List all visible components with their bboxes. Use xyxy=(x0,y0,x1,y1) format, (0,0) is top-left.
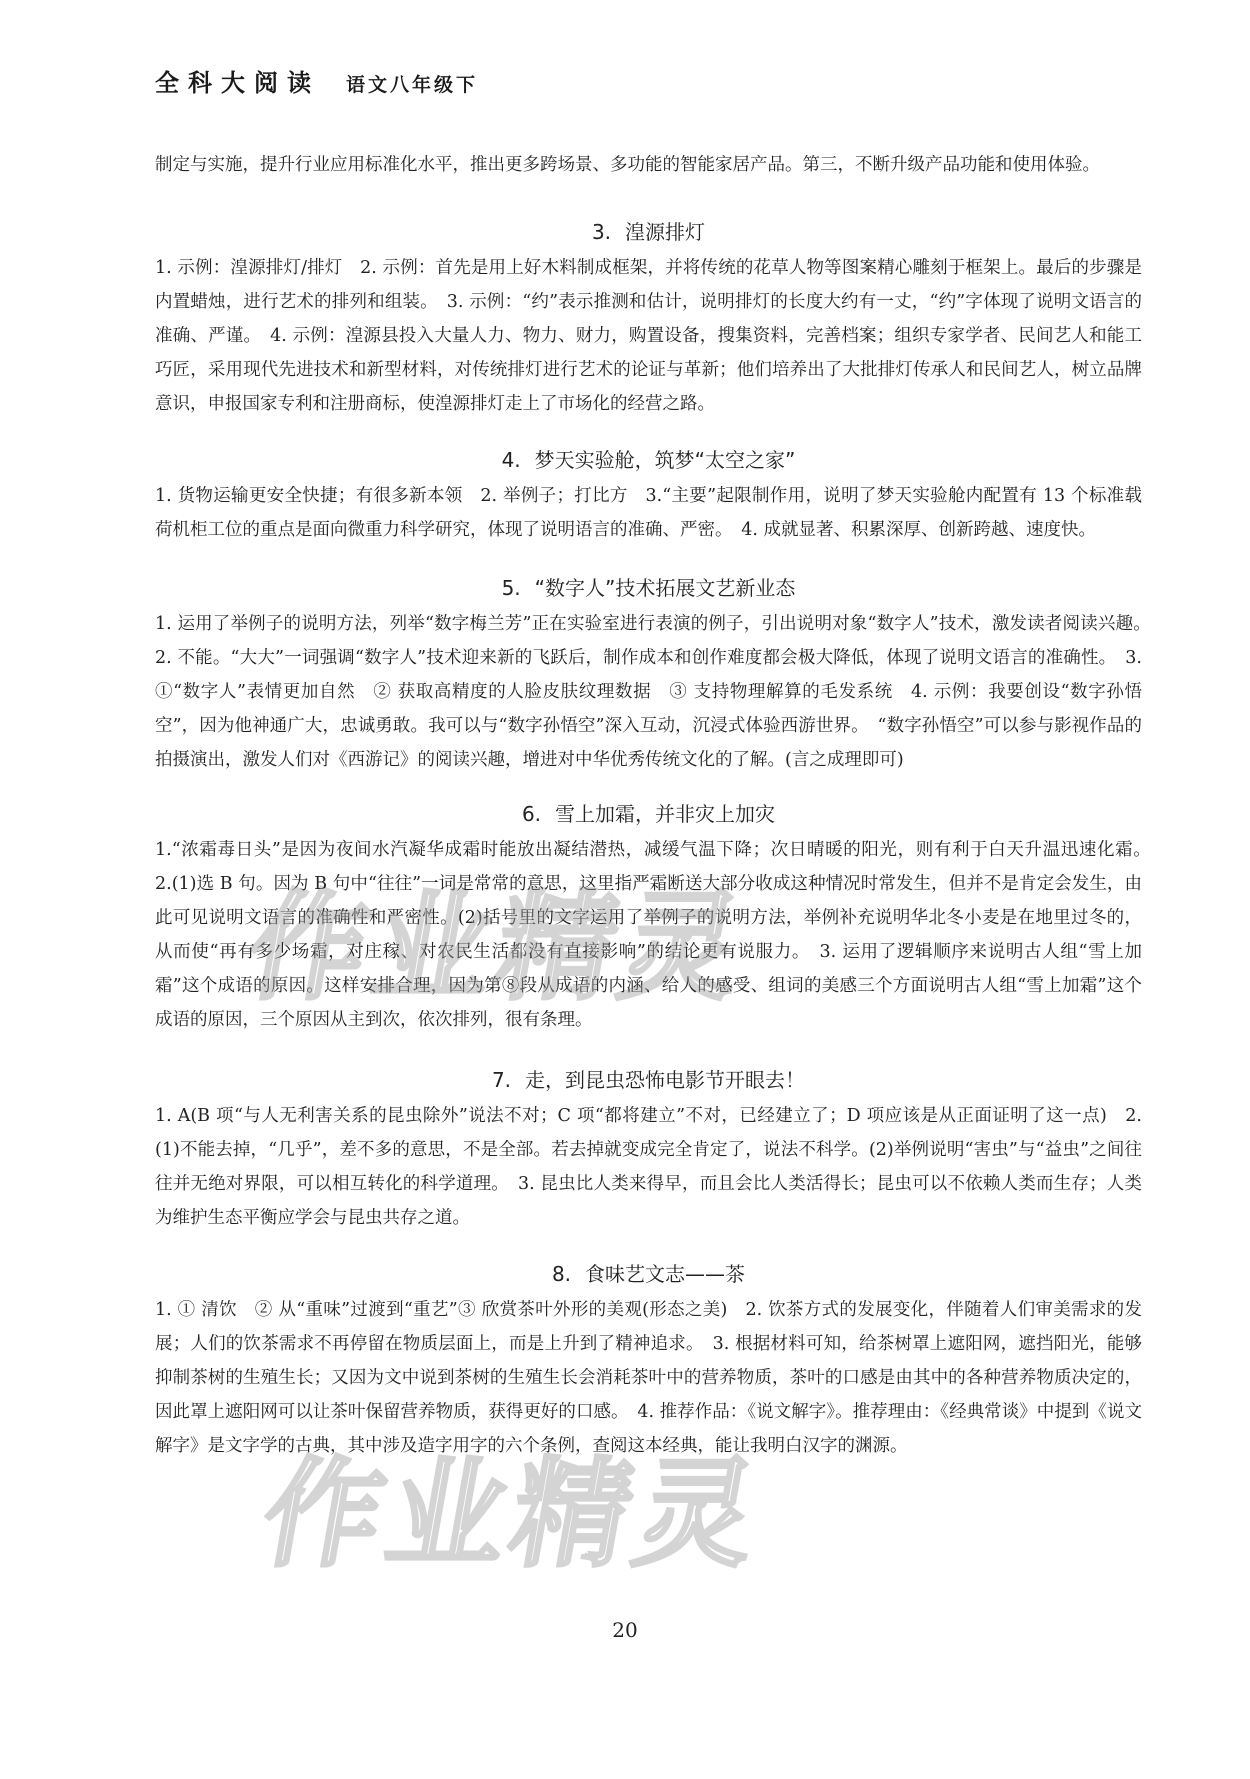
watermark-char: 灵 xyxy=(609,878,753,1016)
section-8 xyxy=(155,1255,1142,1463)
page-header xyxy=(155,63,478,98)
section-title: 走，到昆虫恐怖电影节开眼去！ xyxy=(525,1068,806,1092)
section-number: 5. xyxy=(501,576,521,600)
section-heading xyxy=(155,213,1142,251)
section-answer-text: 1. A(B 项“与人无利害关系的昆虫除外”说法不对；C 项“都将建立”不对，已经建立了；D 项应该是从正面证明了这一点) 2.(1)不能去掉，“几乎”，差不多的意思，不是全部。若去掉就变成完全肯定了，说法不科学。(2)举例说明“害虫”与“益虫”之间往往并无绝对界限，可以相互转化的科学道理。 3. 昆虫比人类来得早，而且会比人类活得长；昆虫可以不依赖人类而生存；人类为维护生态平衡应学会与昆虫共存之道。 xyxy=(155,1106,1142,1228)
section-title: 湟源排灯 xyxy=(625,220,706,244)
section-6 xyxy=(155,795,1160,1037)
watermark-char: 业 xyxy=(376,1445,520,1583)
section-heading xyxy=(155,1255,1142,1293)
watermark-char: 作 xyxy=(237,878,381,1016)
book-subject-grade: 语文八年级下 xyxy=(346,74,479,96)
section-number: 7. xyxy=(491,1068,512,1092)
book-series-title: 全科大阅读 xyxy=(155,69,320,97)
section-heading xyxy=(155,795,1142,833)
section-title: 梦天实验舱，筑梦“太空之家” xyxy=(534,448,796,472)
section-3 xyxy=(155,213,1142,421)
section-4 xyxy=(155,441,1142,547)
section-title: “数字人”技术拓展文艺新业态 xyxy=(534,576,796,600)
section-heading xyxy=(155,441,1142,479)
page-number: 20 xyxy=(612,1618,638,1642)
section-answer-text: 1.“浓霜毒日头”是因为夜间水汽凝华成霜时能放出凝结潜热，减缓气温下降；次日晴暖的阳光，则有利于白天升温迅速化霜。 2.(1)选 B 句。因为 B 句中“往往”一词是常常的意思，这里指严霜断送大部分收成这种情况时常发生，但并不是肯定会发生，由此可见说明文语言的准确性和严密性。(2)括号里的文字运用了举例子的说明方法，举例补充说明华北冬小麦是在地里过冬的，从而使“再有多少场霜，对庄稼、对农民生活都没有直接影响”的结论更有说服力。 3. 运用了逻辑顺序来说明古人组“雪上加霜”这个成语的原因。这样安排合理，因为第⑧段从成语的内涵、给人的感受、组词的美感三个方面说明古人组“雪上加霜”这个成语的原因，三个原因从主到次，依次排列，很有条理。 xyxy=(155,840,1160,1030)
watermark-char: 灵 xyxy=(624,1445,768,1583)
answer-content xyxy=(155,148,1160,1463)
section-answer-text: 1. 货物运输更安全快捷；有很多新本领 2. 举例子；打比方 3.“主要”起限制作用，说明了梦天实验舱内配置有 13 个标准载荷机柜工位的重点是面向微重力科学研究，体现了说明语言的准确、严密。 4. 成就显著、积累深厚、创新跨越、速度快。 xyxy=(155,486,1142,540)
intro-paragraph: 制定与实施，提升行业应用标准化水平，推出更多跨场景、多功能的智能家居产品。第三，不断升级产品功能和使用体验。 xyxy=(155,155,1100,175)
section-heading xyxy=(155,569,1142,607)
section-title: 雪上加霜，并非灾上加灾 xyxy=(555,802,776,826)
watermark-char: 业 xyxy=(361,878,505,1016)
section-number: 3. xyxy=(591,220,612,244)
section-answer-text: 1. 示例：湟源排灯/排灯 2. 示例：首先是用上好木料制成框架，并将传统的花草人物等图案精心雕刻于框架上。最后的步骤是内置蜡烛，进行艺术的排列和组装。 3. 示例：“约”表示推测和估计，说明排灯的长度大约有一丈，“约”字体现了说明文语言的准确、严谨。 4. 示例：湟源县投入大量人力、物力、财力，购置设备，搜集资料，完善档案；组织专家学者、民间艺人和能工巧匠，采用现代先进技术和新型材料，对传统排灯进行艺术的论证与革新；他们培养出了大批排灯传承人和民间艺人，树立品牌意识，申报国家专利和注册商标，使湟源排灯走上了市场化的经营之路。 xyxy=(155,258,1142,414)
section-7 xyxy=(155,1061,1142,1235)
watermark xyxy=(252,1445,768,1583)
section-number: 8. xyxy=(551,1262,572,1286)
section-heading xyxy=(155,1061,1142,1099)
watermark-char: 作 xyxy=(252,1445,396,1583)
watermark-char: 精 xyxy=(485,878,629,1016)
section-5 xyxy=(155,569,1160,777)
section-title: 食味艺文志——茶 xyxy=(585,1262,746,1286)
section-number: 6. xyxy=(521,802,542,826)
section-answer-text: 1. 运用了举例子的说明方法，列举“数字梅兰芳”正在实验室进行表演的例子，引出说明对象“数字人”技术，激发读者阅读兴趣。 2. 不能。“大大”一词强调“数字人”技术迎来新的飞跃后，制作成本和创作难度都会极大降低，体现了说明文语言的准确性。 3. ①“数字人”表情更加自然 ② 获取高精度的人脸皮肤纹理数据 ③ 支持物理解算的毛发系统 4. 示例：我要创设“数字孙悟空”，因为他神通广大，忠诚勇敢。我可以与“数字孙悟空”深入互动，沉浸式体验西游世界。 “数字孙悟空”可以参与影视作品的拍摄演出，激发人们对《西游记》的阅读兴趣，增进对中华优秀传统文化的了解。(言之成理即可) xyxy=(155,614,1160,770)
watermark-char: 精 xyxy=(500,1445,644,1583)
section-answer-text: 1. ① 清饮 ② 从“重味”过渡到“重艺”③ 欣赏茶叶外形的美观(形态之美) 2. 饮茶方式的发展变化，伴随着人们审美需求的发展；人们的饮茶需求不再停留在物质层面上，而是上升到了精神追求。 3. 根据材料可知，给茶树罩上遮阳网，遮挡阳光，能够抑制茶树的生殖生长；又因为文中说到茶树的生殖生长会消耗茶叶中的营养物质，茶叶的口感是由其中的各种营养物质决定的，因此罩上遮阳网可以让茶叶保留营养物质，获得更好的口感。 4. 推荐作品：《说文解字》。推荐理由：《经典常谈》中提到《说文解字》是文字学的古典，其中涉及造字用字的六个条例，查阅这本经典，能让我明白汉字的渊源。 xyxy=(155,1300,1142,1456)
section-number: 4. xyxy=(501,448,521,472)
